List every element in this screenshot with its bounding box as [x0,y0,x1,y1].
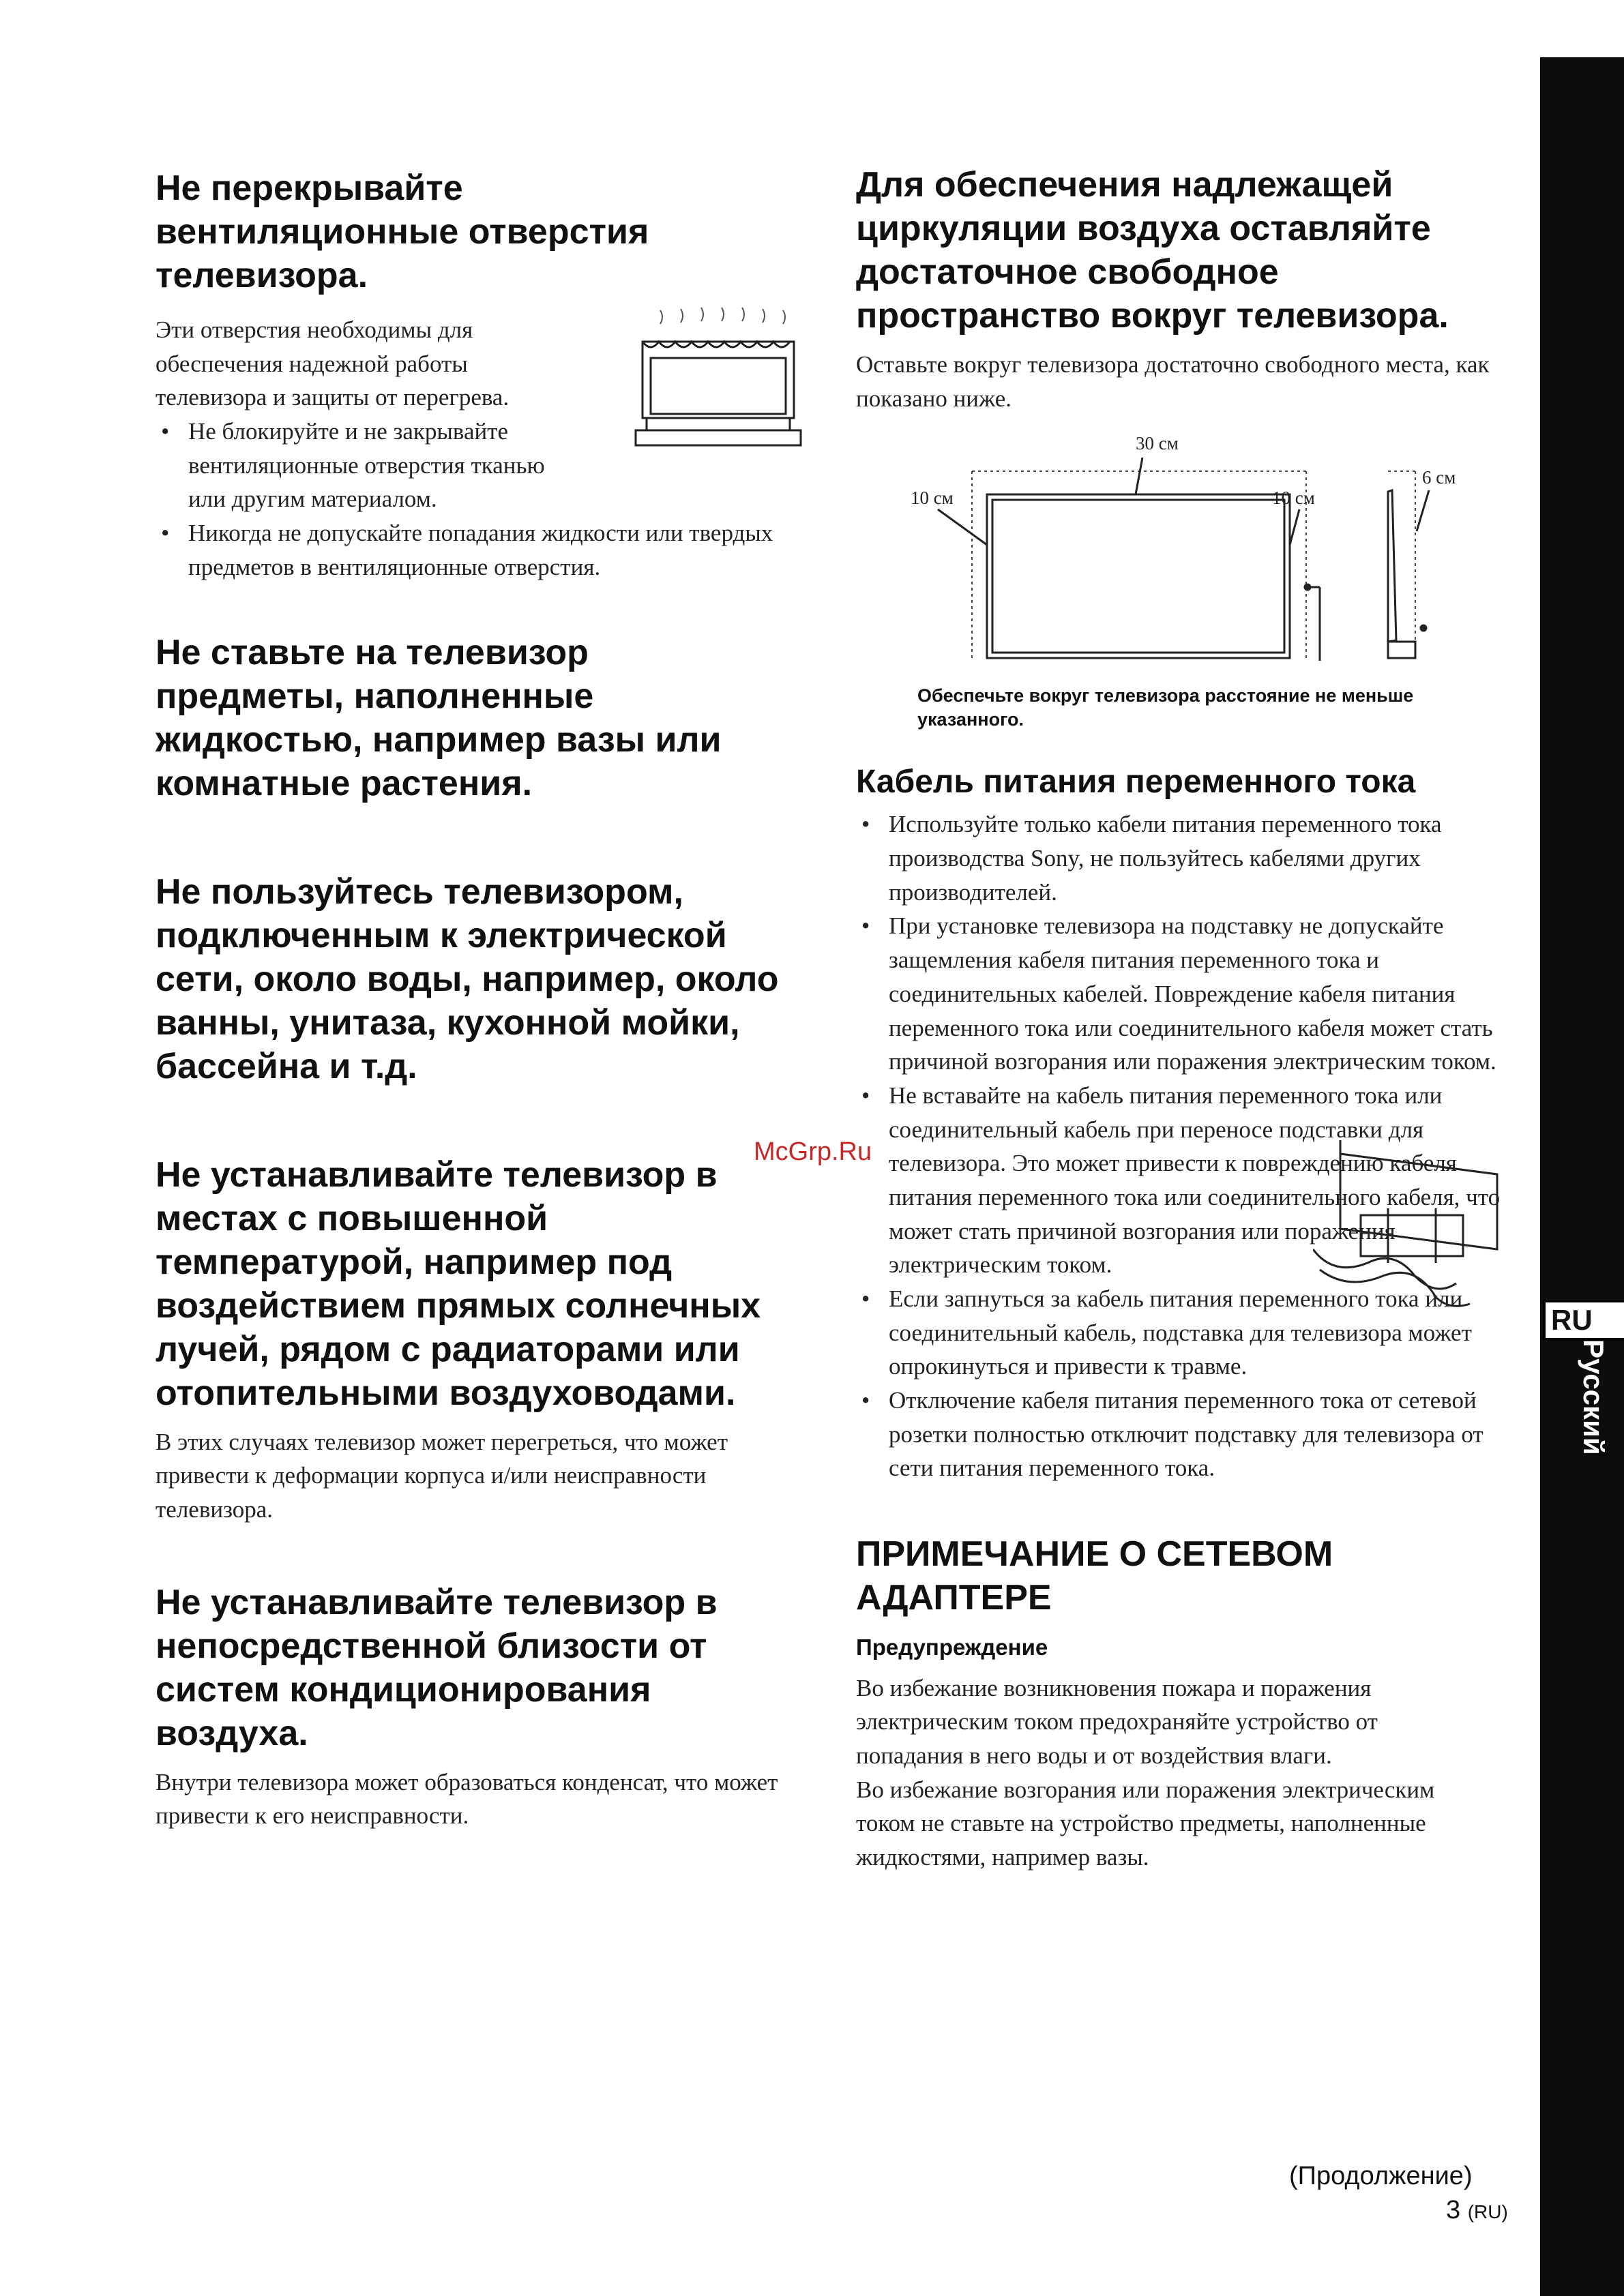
adapter-paragraph-1: Во избежание возникновения пожара и поражения электрическим током предохраняйте устройство от попадания в него воды и от воздействия влаги. [856,1674,1378,1770]
left-column [156,167,810,1833]
label-top-clearance: 30 см [1136,433,1179,454]
list-item: • Не вставайте на кабель питания переменного тока или соединительный кабель при переносе подставки для телевизора. Это может привести к повреждению кабеля питания переменного тока или соединительного кабеля, что может стать причиной возгорания или поражения электрическим током. [856,1079,1503,1282]
language-label: Русский [1578,1339,1610,1455]
heading-no-liquids: Не ставьте на телевизор предметы, наполненные жидкостью, например вазы или комнатные растения. [156,633,722,804]
label-side-clearance: 6 см [1422,467,1456,488]
watermark: McGrp.Ru [754,1137,872,1166]
page-number-suffix: (RU) [1467,2201,1508,2222]
page-number: 3 [1446,2196,1461,2224]
aircon-text: Внутри телевизора может образоваться конденсат, что может привести к его неисправности. [156,1768,778,1830]
label-left-clearance: 10 см [911,488,954,509]
warning-subtitle: Предупреждение [856,1635,1048,1660]
list-item: • Никогда не допускайте попадания жидкости или твердых предметов в вентиляционные отверстия. [156,516,802,584]
list-item: • Используйте только кабели питания переменного тока производства Sony, не пользуйтесь кабелями других производителей. [856,807,1509,909]
diagram-caption: Обеспечьте вокруг телевизора расстояние не меньше указанного. [917,685,1414,730]
heading-power-cable: Кабель питания переменного тока [856,764,1416,801]
tv-ventilation-icon [633,303,810,460]
right-column [856,164,1511,1875]
list-item: • Отключение кабеля питания переменного тока от сетевой розетки полностью отключит подставку для телевизора от сети питания переменного тока. [856,1384,1530,1485]
ventilation-intro: Эти отверстия необходимы для обеспечения надежной работы телевизора и защиты от перегрева. [156,316,510,411]
heading-no-aircon: Не устанавливайте телевизор в непосредственной близости от систем кондиционирования воздуха. [156,1582,718,1753]
clearance-diagram [911,429,1524,674]
heading-adapter-note: ПРИМЕЧАНИЕ О СЕТЕВОМ АДАПТЕРЕ [856,1534,1333,1618]
adapter-paragraph-2: Во избежание возгорания или поражения электрическим током не ставьте на устройство предметы, наполненные жидкостями, например вазы. [856,1776,1435,1871]
label-right-clearance: 10 см [1272,488,1315,509]
air-circulation-text: Оставьте вокруг телевизора достаточно свободного места, как показано ниже. [856,351,1490,412]
continued-label: (Продолжение) [1289,2162,1473,2190]
heading-no-water: Не пользуйтесь телевизором, подключенным к электрической сети, около воды, например, около ванны, унитаза, кухонной мойки, бассейна и т.д. [156,872,779,1086]
list-item: • Не блокируйте и не закрывайте вентиляционные отверстия тканью или другим материалом. [156,415,584,516]
language-code-tab: RU [1543,1300,1624,1341]
heading-ventilation: Не перекрывайте вентиляционные отверстия телевизора. [156,168,649,295]
list-item: • Если запнуться за кабель питания переменного тока или соединительный кабель, подставка для телевизора может опрокинуться и привести к травме. [856,1282,1509,1384]
tv-stand-cable-icon [1313,1133,1504,1311]
list-item: • При установке телевизора на подставку не допускайте защемления кабеля питания переменного тока и соединительных кабелей. Повреждение кабеля питания переменного тока или соединительного кабеля может стать причиной возгорания или поражения электрическим током. [856,909,1509,1078]
page-number-block [1446,2196,1508,2225]
heading-air-circulation: Для обеспечения надлежащей циркуляции воздуха оставляйте достаточное свободное пространство вокруг телевизора. [856,165,1449,336]
heading-no-heat: Не устанавливайте телевизор в местах с повышенной температурой, например под воздействием прямых солнечных лучей, рядом с радиаторами или отопительными воздуховодами. [156,1154,761,1413]
heat-text: В этих случаях телевизор может перегреться, что может привести к деформации корпуса и/или неисправности телевизора. [156,1428,728,1523]
language-sidebar [1540,57,1624,2296]
